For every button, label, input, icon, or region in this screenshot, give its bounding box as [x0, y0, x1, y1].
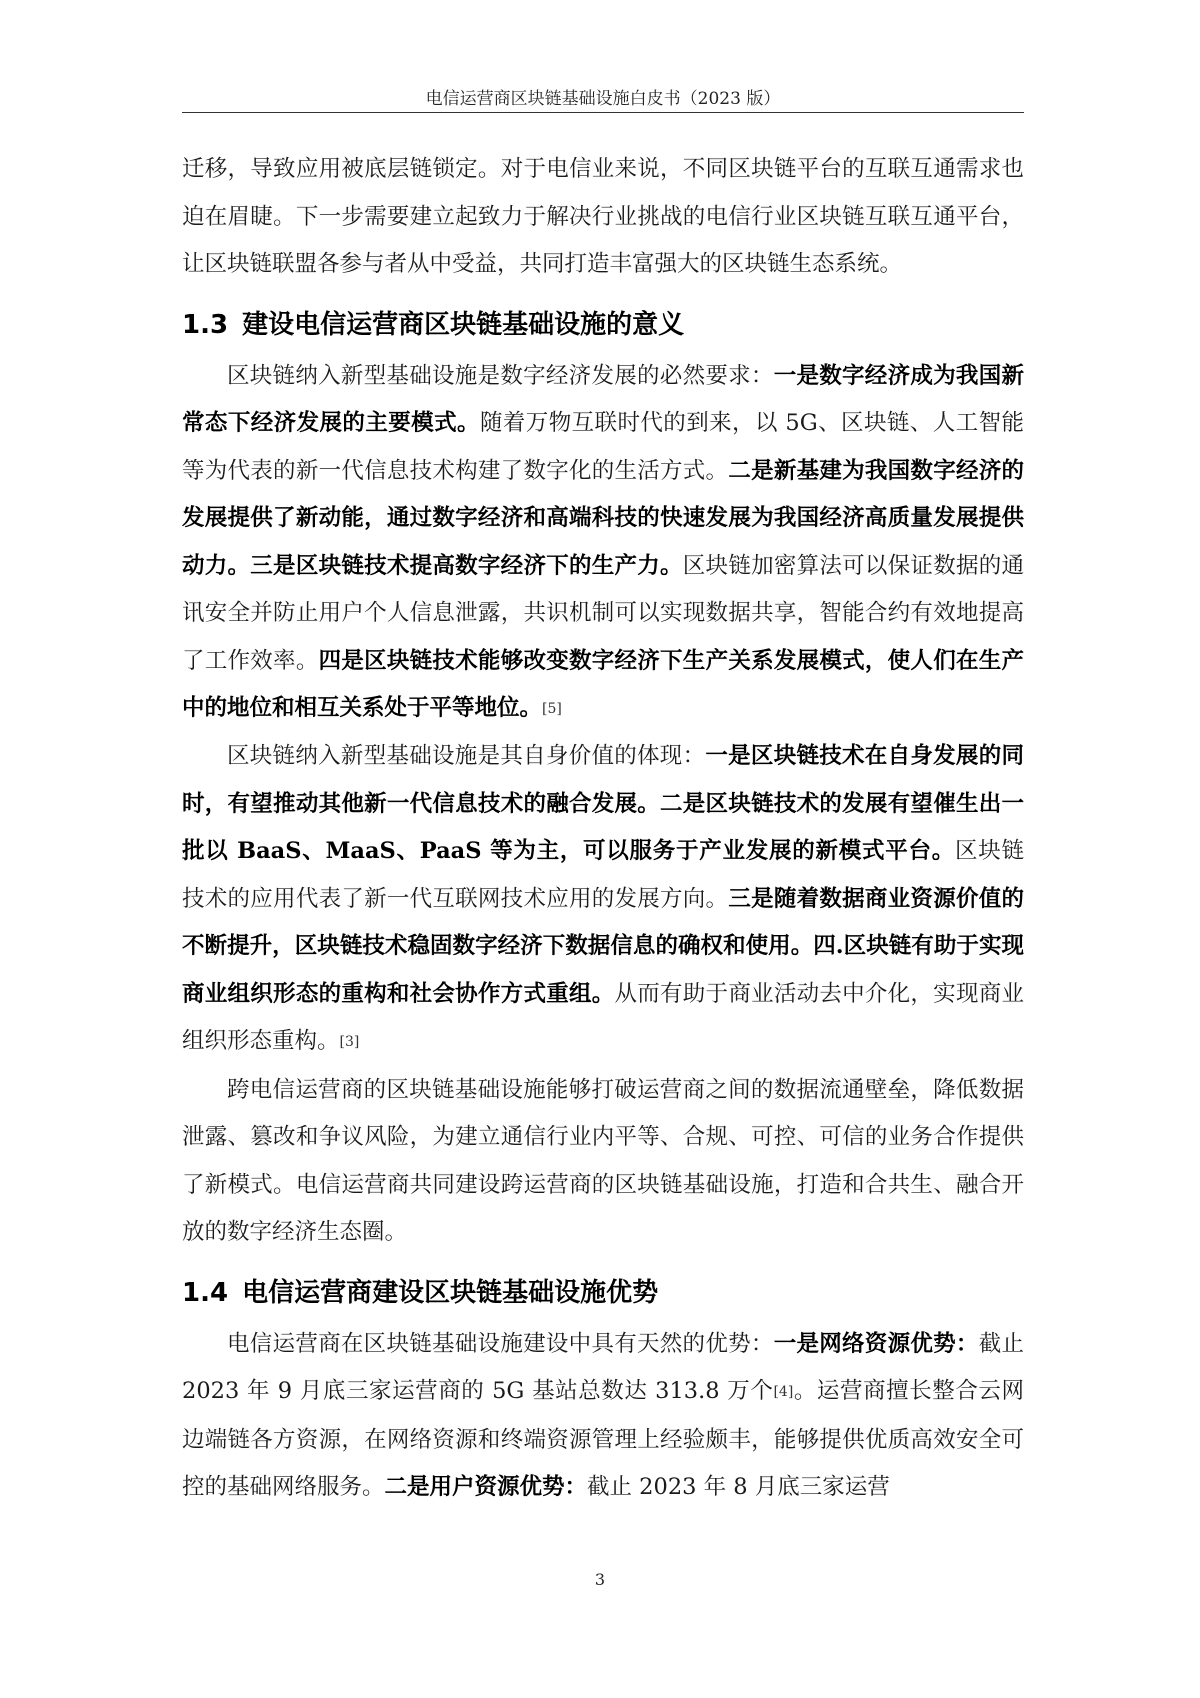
- section-number: 1.3: [182, 309, 229, 340]
- paragraph-text: 电信运营商在区块链基础设施建设中具有天然的优势：: [227, 1330, 774, 1357]
- paragraph-text: 从而有助于商业活动去中介化，实现商业组织形态重构。: [182, 980, 1024, 1055]
- paragraph-text: 。运营商擅长整合云网边端链各方资源，在网络资源和终端资源管理上经验颇丰，能够提供优质高效安全可控的基础网络服务。: [182, 1378, 1024, 1501]
- section-title: 电信运营商建设区块链基础设施优势: [242, 1277, 659, 1308]
- document-body: [182, 146, 1024, 1512]
- body-paragraph: [182, 1321, 1024, 1512]
- emphasis-text: 二是用户资源优势：: [384, 1474, 588, 1501]
- running-header-title: 电信运营商区块链基础设施白皮书（2023 版）: [425, 89, 781, 109]
- citation-ref: [5]: [542, 700, 562, 717]
- header-divider: [182, 112, 1024, 113]
- paragraph-text: 随着万物互联时代的到来，以 5G、区块链、人工智能等为代表的新一代信息技术构建了数字化的生活方式。: [182, 410, 1024, 484]
- emphasis-text: 四是区块链技术能够改变数字经济下生产关系发展模式，使人们在生产中的地位和相互关系处于平等地位。: [182, 647, 1024, 721]
- citation-ref: [3]: [339, 1034, 360, 1051]
- body-paragraph: [182, 353, 1024, 734]
- section-heading: [182, 1265, 1024, 1321]
- paragraph-text: 迁移，导致应用被底层链锁定。对于电信业来说，不同区块链平台的互联互通需求也迫在眉睫。下一步需要建立起致力于解决行业挑战的电信行业区块链互联互通平台，让区块链联盟各参与者从中受益，共同打造丰富强大的区块链生态系统。: [182, 156, 1024, 277]
- emphasis-text: 一是区块链技术在自身发展的同时，有望推动其他新一代信息技术的融合发展。二是区块链技术的发展有望催生出一批以 BaaS、MaaS、PaaS 等为主，可以服务于产业发展的新模式平台。: [182, 743, 1024, 865]
- emphasis-text: 二是新基建为我国数字经济的发展提供了新动能，通过数字经济和高端科技的快速发展为我国经济高质量发展提供动力。三是区块链技术提高数字经济下的生产力。: [182, 457, 1024, 579]
- citation-ref: [4]: [773, 1384, 794, 1401]
- body-paragraph: [182, 733, 1024, 1066]
- paragraph-text: 区块链技术的应用代表了新一代互联网技术应用的发展方向。: [182, 838, 1024, 912]
- page-number: 3: [594, 1570, 606, 1589]
- emphasis-text: 一是数字经济成为我国新常态下经济发展的主要模式。: [182, 362, 1024, 436]
- paragraph-text: 截止 2023 年 8 月底三家运营: [587, 1474, 890, 1501]
- paragraph-text: 区块链纳入新型基础设施是数字经济发展的必然要求：: [227, 362, 774, 389]
- body-paragraph: [182, 146, 1024, 289]
- section-title: 建设电信运营商区块链基础设施的意义: [242, 309, 685, 340]
- paragraph-text: 跨电信运营商的区块链基础设施能够打破运营商之间的数据流通壁垒，降低数据泄露、篡改和争议风险，为建立通信行业内平等、合规、可控、可信的业务合作提供了新模式。电信运营商共同建设跨运营商的区块链基础设施，打造和合共生、融合开放的数字经济生态圈。: [182, 1076, 1024, 1246]
- section-number: 1.4: [182, 1277, 229, 1308]
- emphasis-text: 一是网络资源优势：: [773, 1330, 979, 1357]
- body-paragraph: [182, 1067, 1024, 1257]
- emphasis-text: 三是随着数据商业资源价值的不断提升，区块链技术稳固数字经济下数据信息的确权和使用。四.区块链有助于实现商业组织形态的重构和社会协作方式重组。: [182, 885, 1024, 1007]
- paragraph-text: 区块链纳入新型基础设施是其自身价值的体现：: [227, 743, 706, 770]
- section-heading: [182, 297, 1024, 353]
- paragraph-text: 区块链加密算法可以保证数据的通讯安全并防止用户个人信息泄露，共识机制可以实现数据共享，智能合约有效地提高了工作效率。: [182, 552, 1024, 674]
- paragraph-text: 截止 2023 年 9 月底三家运营商的 5G 基站总数达 313.8 万个: [182, 1330, 1024, 1405]
